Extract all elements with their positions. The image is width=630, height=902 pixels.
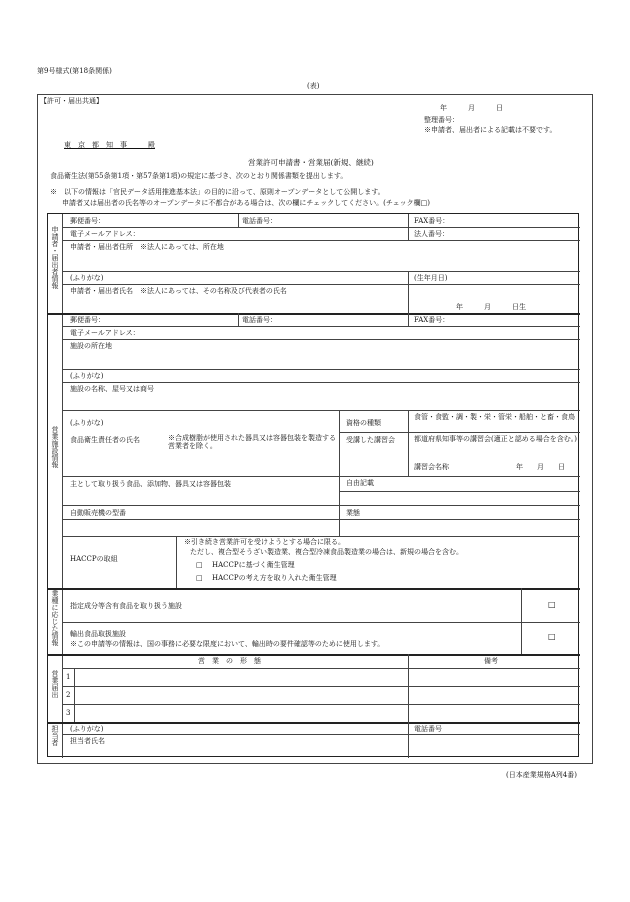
qualification-list[interactable]: 食管・食監・調・製・栄・管栄・船舶・と畜・食鳥 (414, 413, 575, 421)
notification-row-1: 1 (66, 673, 71, 681)
facility-phone-label: 電話番号： (242, 316, 277, 324)
registration-number: 整理番号： (424, 116, 459, 124)
notification-section-label: 営業届出 (51, 670, 59, 698)
applicant-birth-label: (生年月日) (414, 274, 448, 282)
business-type-label: 業態 (346, 509, 360, 517)
course-label: 受講した講習会 (346, 436, 395, 444)
notification-row-3: 3 (66, 709, 71, 717)
manager-note: ※合成樹脂が使用された器具又は容器包装を製造する営業者を除く。 (168, 434, 336, 451)
course-date[interactable]: 年 月 日 (516, 463, 565, 471)
export-facility-note: ※この申請等の情報は、国の事務に必要な限度において、輸出時の要件確認等のために使用します。 (70, 640, 385, 648)
notification-row-2: 2 (66, 691, 71, 699)
haccp-option-1: HACCPに基づく衛生管理 (212, 561, 295, 569)
haccp-option-2: HACCPの考え方を取り入れた衛生管理 (212, 574, 337, 582)
haccp-checkbox-2[interactable]: □ (196, 574, 203, 582)
registration-note: ※申請者、届出者による記載は不要です。 (424, 126, 557, 134)
haccp-note-1: ※引き続き営業許可を受けようとする場合に限る。 (184, 538, 345, 546)
designated-ingredient-label: 指定成分等含有食品を取り扱う施設 (70, 602, 182, 610)
intro-text: 食品衛生法(第55条第1項・第57条第1項)の規定に基づき、次のとおり関係書類を提出します。 (50, 172, 348, 180)
date-line[interactable]: 年 月 日 (440, 104, 503, 112)
course-name-label: 講習会名称 (414, 463, 449, 471)
facility-furigana-label: (ふりがな) (70, 372, 104, 380)
applicant-name-label: 申請者・届出者氏名 ※法人にあっては、その名称及び代表者の氏名 (70, 287, 287, 295)
haccp-label: HACCPの取組 (70, 555, 118, 563)
applicant-section-label: 申請者・届出者情報 (51, 226, 59, 289)
contact-name-label: 担当者氏名 (70, 737, 105, 745)
industry-section-label: 業種に応じた情報 (51, 590, 59, 646)
notes-header: 備考 (484, 657, 498, 665)
facility-postal-label: 郵便番号： (70, 316, 105, 324)
course-detail: 都道府県知事等の講習会(適正と認める場合を含む。) (414, 435, 577, 443)
free-entry-label: 自由記載 (346, 479, 374, 487)
manager-furigana-label: (ふりがな) (70, 419, 104, 427)
designated-ingredient-checkbox[interactable]: □ (548, 600, 556, 609)
manager-name-label: 食品衛生責任者の氏名 (70, 436, 140, 444)
applicant-address-label: 申請者・届出者住所 ※法人にあっては、所在地 (70, 243, 224, 251)
facility-name-label: 施設の名称、屋号又は商号 (70, 385, 154, 393)
open-data-note: ※ 以下の情報は「官民データ活用推進基本法」の目的に沿って、原則オープンデータとして公開します。 (50, 188, 385, 196)
contact-section-label: 担当者 (51, 725, 59, 746)
form-number: 第9号様式(第18条関係) (37, 67, 112, 75)
main-table (47, 213, 579, 757)
form-side: (表) (307, 82, 320, 90)
business-form-header: 営 業 の 形 態 (198, 657, 261, 665)
applicant-phone-label: 電話番号： (242, 217, 277, 225)
contact-furigana-label: (ふりがな) (70, 725, 104, 733)
applicant-birth-date[interactable]: 年 月 日生 (456, 303, 526, 311)
applicant-postal-label: 郵便番号： (70, 217, 105, 225)
applicant-corp-number-label: 法人番号： (414, 230, 449, 238)
open-data-check-note: 申請者又は届出者の氏名等のオープンデータに不都合がある場合は、次の欄にチェックしてください。(チェック欄□) (62, 199, 431, 207)
qualification-type-label: 資格の種類 (346, 419, 381, 427)
applicant-email-label: 電子メールアドレス： (70, 230, 140, 238)
facility-location-label: 施設の所在地 (70, 342, 112, 350)
haccp-note-2: ただし、複合型そうざい製造業、複合型冷凍食品製造業の場合は、新規の場合を含む。 (190, 548, 463, 556)
applicant-furigana-label: (ふりがな) (70, 274, 104, 282)
footer-standard: (日本産業規格A列4番) (506, 771, 577, 779)
export-facility-checkbox[interactable]: □ (548, 632, 556, 641)
facility-fax-label: FAX番号： (414, 316, 450, 324)
facility-email-label: 電子メールアドレス： (70, 329, 140, 337)
main-foods-label: 主として取り扱う食品、添加物、器具又は容器包装 (70, 480, 231, 488)
applicant-fax-label: FAX番号： (414, 217, 450, 225)
haccp-checkbox-1[interactable]: □ (196, 561, 203, 569)
addressee: 東 京 都 知 事 殿 (64, 141, 155, 149)
vending-machine-label: 自動販売機の型番 (70, 509, 126, 517)
common-label: 【許可・届出共通】 (40, 97, 103, 105)
facility-section-label: 営業施設情報 (51, 426, 59, 468)
form-title: 営業許可申請書・営業届(新規、継続) (248, 158, 374, 167)
contact-phone-label: 電話番号 (414, 725, 442, 733)
export-facility-label: 輸出食品取扱施設 (70, 630, 126, 638)
